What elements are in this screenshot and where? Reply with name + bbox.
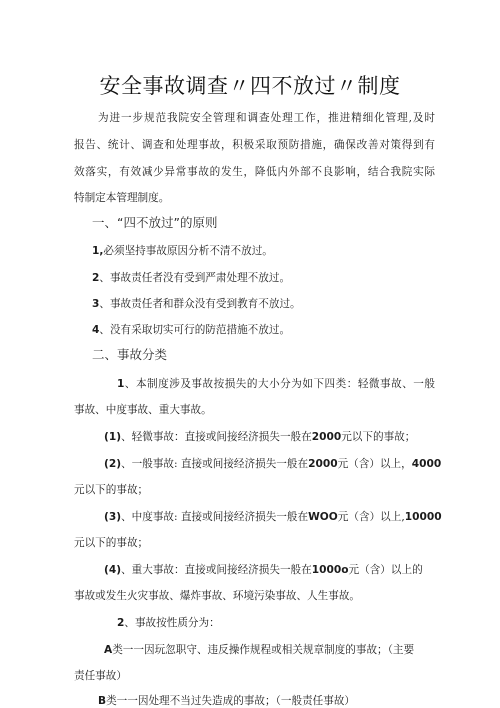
classification-para-line-1	[117, 377, 435, 391]
item-number: 4	[92, 324, 100, 336]
category-text: 元（含）以上，	[337, 458, 412, 470]
amount: WOO	[308, 511, 338, 523]
category-number: (4)	[104, 564, 122, 576]
nature-classification	[117, 616, 220, 630]
item-text: 、事故责任者和群众没有受到教育不放过。	[99, 298, 301, 310]
item-text: 、事故按性质分为：	[124, 617, 220, 629]
section-heading-classification: 二、事故分类	[92, 347, 168, 362]
category-general-line-2: 元以下的事故；	[74, 484, 149, 496]
type-letter: B	[98, 695, 107, 707]
item-text: 、事故责任者没有受到严肃处理不放过。	[99, 272, 291, 284]
document-title: 安全事故调查〃四不放过〃制度	[99, 74, 401, 98]
amount: 2000	[311, 431, 342, 443]
category-major-line-2: 事故或发生火灾事故、爆炸事故、环境污染事故、人生事故。	[74, 590, 361, 602]
type-text: 类一一因处理不当过失造成的事故；（一般责任事故）	[106, 695, 356, 707]
item-number: 3	[92, 298, 100, 310]
category-moderate-line-2: 元以下的事故；	[74, 537, 149, 549]
category-number: (1)	[104, 431, 122, 443]
type-a-line-1	[104, 643, 414, 657]
type-b-line-1	[98, 694, 355, 708]
item-text: 、没有采取切实可行的防范措施不放过。	[99, 324, 291, 336]
category-text: 元以下的事故；	[341, 431, 416, 443]
category-text: 、重大事故：直接或间接经济损失一般在	[121, 564, 312, 576]
category-major	[104, 563, 423, 577]
amount: 1000o	[311, 564, 349, 576]
principle-item	[92, 323, 290, 337]
intro-line-2: 报告、统计、调查和处理事故，积极采取预防措施，确保改善对策得到有	[74, 139, 435, 151]
item-number: 1,	[92, 245, 104, 257]
item-text: 必须坚持事故原因分析不清不放过。	[103, 245, 273, 257]
amount: 10000	[404, 511, 442, 523]
principle-item	[92, 244, 273, 258]
intro-line-4: 特制定本管理制度。	[74, 192, 170, 204]
principle-item	[92, 297, 301, 311]
amount: 4000	[411, 458, 442, 470]
type-a-line-2: 责任事故）	[74, 670, 127, 682]
category-number: (3)	[104, 511, 122, 523]
intro-line-3: 效落实，有效减少异常事故的发生，降低内外部不良影响，结合我院实际	[74, 166, 435, 178]
type-letter: A	[104, 644, 113, 656]
category-moderate	[104, 510, 442, 524]
intro-line-1: 为进一步规范我院安全管理和调查处理工作，推进精细化管理,及时	[98, 112, 435, 124]
principle-item	[92, 271, 290, 285]
item-number: 1	[117, 378, 125, 390]
item-number: 2	[117, 617, 125, 629]
category-text: 元（含）以上,	[337, 511, 405, 523]
category-general	[104, 457, 441, 471]
category-text: 元（含）以上的	[348, 564, 423, 576]
classification-para-line-2: 事故、中度事故、重大事故。	[74, 404, 212, 416]
amount: 2000	[308, 458, 338, 470]
item-text: 、本制度涉及事故按损失的大小分为如下四类：轻微事故、一般	[124, 378, 435, 390]
category-minor	[104, 430, 415, 444]
category-text: 、轻微事故：直接或间接经济损失一般在	[121, 431, 312, 443]
type-text: 类一一因玩忽职守、违反操作规程或相关规章制度的事故；（主要	[112, 644, 415, 656]
category-text: 、一般事故: 直接或间接经济损失一般在	[121, 458, 309, 470]
category-text: 、中度事故: 直接或间接经济损失一般在	[121, 511, 309, 523]
category-number: (2)	[104, 458, 122, 470]
section-heading-principles: 一、“四不放过”的原则	[92, 215, 218, 230]
item-number: 2	[92, 272, 100, 284]
